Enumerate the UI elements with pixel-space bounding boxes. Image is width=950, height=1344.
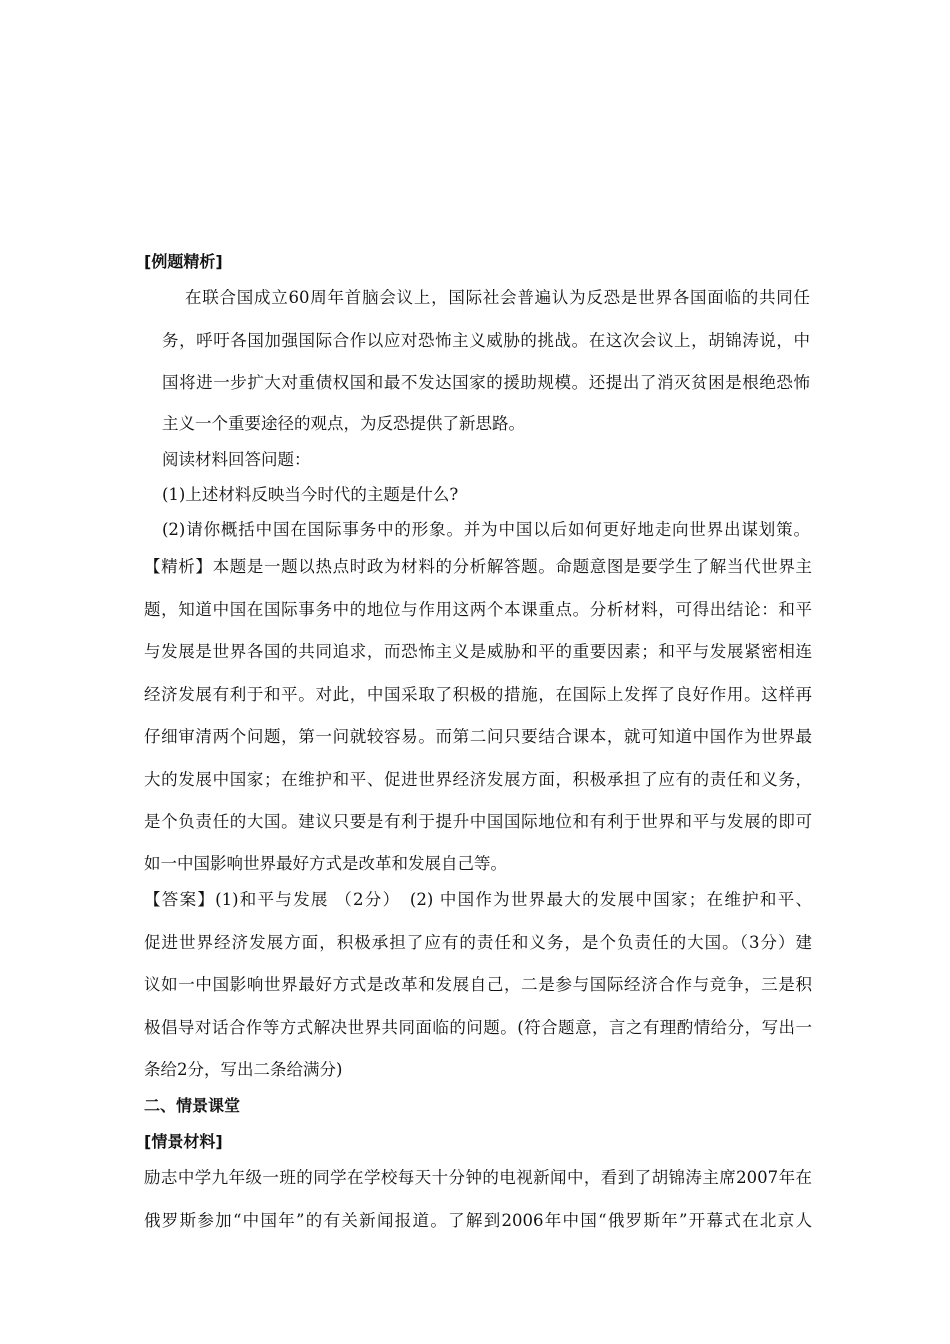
analysis-line: 大的发展中国家；在维护和平、促进世界经济发展方面，积极承担了应有的责任和义务， <box>144 770 812 789</box>
material-line: 务，呼吁各国加强国际合作以应对恐怖主义威胁的挑战。在这次会议上，胡锦涛说，中 <box>162 331 810 350</box>
material-line: 主义一个重要途径的观点，为反恐提供了新思路。 <box>162 414 525 433</box>
analysis-line: 仔细审清两个问题，第一问就较容易。而第二问只要结合课本，就可知道中国作为世界最 <box>144 727 812 746</box>
analysis-line: 如一中国影响世界最好方式是改革和发展自己等。 <box>144 854 507 873</box>
material-line: 在联合国成立60周年首脑会议上，国际社会普遍认为反恐是世界各国面临的共同任 <box>185 288 810 307</box>
scenario-line: 俄罗斯参加“中国年”的有关新闻报道。了解到2006年中国“俄罗斯年”开幕式在北京人 <box>144 1211 812 1230</box>
answer-line: 【答案】(1)和平与发展 （2分） (2) 中国作为世界最大的发展中国家；在维护和平、 <box>144 890 812 909</box>
analysis-line: 【精析】本题是一题以热点时政为材料的分析解答题。命题意图是要学生了解当代世界主 <box>144 557 812 576</box>
question-1: (1)上述材料反映当今时代的主题是什么? <box>162 485 459 504</box>
scenario-line: 励志中学九年级一班的同学在学校每天十分钟的电视新闻中，看到了胡锦涛主席2007年在 <box>144 1168 812 1187</box>
answer-line: 条给2分，写出二条给满分) <box>144 1060 343 1079</box>
answer-line: 促进世界经济发展方面，积极承担了应有的责任和义务，是个负责任的大国。（3分）建 <box>144 933 812 952</box>
scenario-heading: 二、情景课堂 <box>144 1096 241 1115</box>
answer-line: 极倡导对话合作等方式解决世界共同面临的问题。(符合题意，言之有理酌情给分，写出一 <box>144 1018 812 1037</box>
answer-line: 议如一中国影响世界最好方式是改革和发展自己，二是参与国际经济合作与竞争，三是积 <box>144 975 812 994</box>
reading-prompt: 阅读材料回答问题： <box>162 450 311 469</box>
scenario-subheading: [情景材料] <box>144 1132 223 1151</box>
analysis-line: 经济发展有利于和平。对此，中国采取了积极的措施，在国际上发挥了良好作用。这样再 <box>144 685 812 704</box>
analysis-line: 与发展是世界各国的共同追求，而恐怖主义是威胁和平的重要因素；和平与发展紧密相连 <box>144 642 812 661</box>
analysis-line: 是个负责任的大国。建议只要是有利于提升中国国际地位和有利于世界和平与发展的即可 <box>144 812 812 831</box>
analysis-line: 题，知道中国在国际事务中的地位与作用这两个本课重点。分析材料，可得出结论：和平 <box>144 600 812 619</box>
question-2: (2)请你概括中国在国际事务中的形象。并为中国以后如何更好地走向世界出谋划策。 <box>162 520 810 539</box>
example-heading: [例题精析] <box>144 252 223 271</box>
material-line: 国将进一步扩大对重债权国和最不发达国家的援助规模。还提出了消灭贫困是根绝恐怖 <box>162 373 810 392</box>
